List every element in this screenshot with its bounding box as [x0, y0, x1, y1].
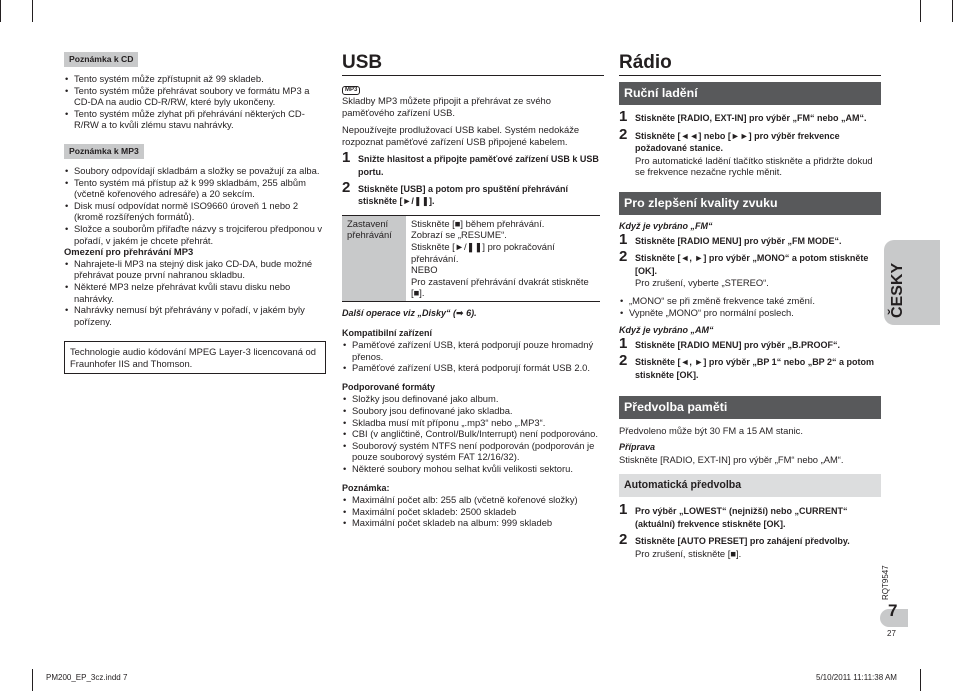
step-text: Stiskněte [RADIO MENU] pro výběr „B.PROOF“.	[635, 339, 841, 350]
list-item: • Některé soubory mohou selhat kvůli velikosti sektoru.	[342, 463, 604, 475]
list-item: • Soubory odpovídají skladbám a složky se považují za alba.	[64, 165, 326, 177]
fm-bullets	[619, 295, 881, 318]
step-subtext: Pro zrušení, vyberte „STEREO“.	[635, 277, 769, 289]
usb-intro2: Nepoužívejte prodlužovací USB kabel. Systém nedokáže rozpoznat paměťové zařízení USB připojené kabelem.	[342, 124, 580, 147]
quality-heading: Pro zlepšení kvality zvuku	[619, 192, 881, 215]
step-text: Stiskněte [AUTO PRESET] pro zahájení předvolby.	[635, 536, 850, 547]
step-number: 1	[619, 334, 628, 352]
fm-step-1	[619, 230, 881, 248]
step-number: 1	[619, 108, 628, 125]
step-subtext: Pro automatické ladění tlačítko stiskněte a přidržte dokud se frekvence nezačne rychle měnit.	[635, 154, 873, 178]
table-line: Stiskněte [►/❚❚] pro pokračování přehrávání.	[411, 240, 555, 264]
stop-table	[342, 215, 600, 302]
crop-mark	[952, 0, 953, 22]
auto-heading: Automatická předvolba	[619, 474, 881, 497]
cd-note-heading: Poznámka k CD	[64, 52, 138, 67]
step-text: Stiskněte [◄, ►] pro výběr „BP 1“ nebo „BP 2“ a potom stiskněte [OK].	[635, 357, 875, 380]
page-number: 7	[888, 601, 898, 620]
step-number: 1	[342, 149, 351, 167]
page-number-small: 27	[887, 629, 896, 638]
usb-title: USB	[342, 52, 604, 76]
formats-list	[342, 393, 604, 474]
list-item: • Nahrávky nemusí být přehrávány v pořadí, v jakém byly pořízeny.	[64, 304, 326, 327]
list-item: • Tento systém má přístup až k 999 skladbám, 255 albům (včetně kořenového adresáře) a 20 sekcím.	[64, 177, 326, 200]
step-text: Stiskněte [USB] a potom pro spuštění přehrávání stiskněte [►/❚❚].	[358, 183, 569, 207]
mp3-note-heading: Poznámka k MP3	[64, 144, 144, 159]
stop-text	[406, 215, 600, 301]
step-text: Stiskněte [◄◄] nebo [►►] pro výběr frekvence požadované stanice.	[635, 130, 840, 154]
step-number: 2	[619, 531, 628, 549]
list-item: • Maximální počet alb: 255 alb (včetně kořenové složky)	[342, 494, 604, 506]
step-text: Snižte hlasitost a připojte paměťové zařízení USB k USB portu.	[358, 154, 599, 177]
more-operations: Další operace viz „Disky“ (➡ 6).	[342, 307, 477, 318]
step-number: 1	[619, 501, 628, 519]
footer-filename: PM200_EP_3cz.indd 7	[46, 673, 128, 682]
fm-step-2	[619, 248, 881, 289]
step-text: Stiskněte [RADIO, EXT-IN] pro výběr „FM“ nebo „AM“.	[635, 113, 867, 123]
license-box: Technologie audio kódování MPEG Layer-3 licencovaná od Fraunhofer IIS and Thomson.	[64, 341, 326, 374]
list-item: • Tento systém může přehrávat soubory ve formátu MP3 a CD-DA na audio CD-R/RW, které byly ukončeny.	[64, 85, 326, 108]
preset-heading: Předvolba paměti	[619, 396, 881, 419]
compat-title: Kompatibilní zařízení	[342, 327, 433, 338]
list-item: • Některé MP3 nelze přehrávat kvůli stavu disku nebo nahrávky.	[64, 281, 326, 304]
mp3-limit-list	[64, 258, 326, 328]
list-item: • Souborový systém NTFS není podporován (podporován je pouze souborový systém FAT 12/16/32).	[342, 440, 604, 463]
table-line: Pro zastavení přehrávání dvakrát stiskněte [■].	[411, 275, 589, 299]
mp3-limit-title: Omezení pro přehrávání MP3	[64, 246, 194, 258]
prep-title: Příprava	[619, 442, 656, 453]
table-line: Stiskněte [■] během přehrávání.	[411, 217, 545, 229]
note-list	[342, 494, 604, 529]
usb-step-1	[342, 149, 604, 178]
step-number: 2	[619, 352, 628, 370]
list-item: • Tento systém může zpřístupnit až 99 skladeb.	[64, 73, 326, 85]
crop-mark	[0, 0, 1, 22]
list-item: • „MONO“ se při změně frekvence také změní.	[619, 295, 881, 307]
radio-column	[619, 52, 881, 560]
compat-list	[342, 339, 604, 374]
crop-mark	[32, 669, 33, 691]
document-code: RQT9547	[881, 565, 890, 600]
list-item: • CBI (v angličtině, Control/Bulk/Interrupt) není podporováno.	[342, 428, 604, 440]
note-title: Poznámka:	[342, 482, 390, 493]
cd-note-list	[64, 73, 326, 131]
footer-timestamp: 5/10/2011 11:11:38 AM	[816, 673, 897, 682]
manual-heading: Ruční ladění	[619, 82, 881, 105]
list-item: • Skladba musí mít příponu „.mp3“ nebo „.MP3“.	[342, 417, 604, 429]
crop-mark	[920, 0, 921, 22]
step-number: 2	[342, 178, 351, 196]
step-text: Stiskněte [◄, ►] pro výběr „MONO“ a potom stiskněte [OK].	[635, 253, 869, 276]
preset-text: Předvoleno může být 30 FM a 15 AM stanic.	[619, 424, 803, 436]
list-item: • Paměťové zařízení USB, která podporují formát USB 2.0.	[342, 362, 604, 374]
list-item: • Maximální počet skladeb: 2500 skladeb	[342, 506, 604, 518]
list-item: • Složky jsou definované jako album.	[342, 393, 604, 405]
step-text: Pro výběr „LOWEST“ (nejnižší) nebo „CURRENT“ (aktuální) frekvence stiskněte [OK].	[635, 506, 848, 529]
list-item: • Nahrajete-li MP3 na stejný disk jako CD-DA, bude možné přehrávat pouze první nahranou skladbu.	[64, 258, 326, 281]
usb-column	[342, 52, 604, 529]
language-label: ČESKY	[889, 262, 906, 318]
list-item: • Paměťové zařízení USB, která podporují pouze hromadný přenos.	[342, 339, 604, 362]
radio-title: Rádio	[619, 52, 881, 76]
stop-label: Zastavení přehrávání	[342, 215, 406, 301]
am-step-2	[619, 352, 881, 381]
table-line: NEBO	[411, 264, 438, 276]
am-step-1	[619, 334, 881, 352]
step-subtext: Pro zrušení, stiskněte [■].	[635, 548, 742, 560]
list-item: • Soubory jsou definované jako skladba.	[342, 405, 604, 417]
manual-step-2	[619, 125, 881, 178]
auto-step-1	[619, 501, 881, 530]
list-item: • Disk musí odpovídat normě ISO9660 úroveň 1 nebo 2 (kromě rozšířených formátů).	[64, 200, 326, 223]
table-line: Zobrazí se „RESUME“.	[411, 229, 507, 241]
formats-title: Podporované formáty	[342, 381, 436, 392]
step-number: 2	[619, 125, 628, 143]
mp3-note-list	[64, 165, 326, 246]
step-number: 2	[619, 248, 628, 266]
crop-mark	[32, 0, 33, 22]
auto-step-2	[619, 531, 881, 560]
list-item: • Složce a souborům přiřaďte názvy s trojciferou předponou v pořadí, v jakém je chcete přehrát.	[64, 223, 326, 246]
step-text: Stiskněte [RADIO MENU] pro výběr „FM MODE“.	[635, 235, 842, 246]
usb-intro: Skladby MP3 můžete připojit a přehrávat ze svého paměťového zařízení USB.	[342, 95, 551, 118]
language-tab	[884, 240, 940, 325]
fm-when: Když je vybráno „FM“	[619, 220, 713, 231]
list-item: • Maximální počet skladeb na album: 999 skladeb	[342, 517, 604, 529]
list-item: • Tento systém může zlyhat při přehrávání některých CD-R/RW a to kvůli zlému stavu nahrávky.	[64, 108, 326, 131]
list-item: • Vypněte „MONO“ pro normální poslech.	[619, 307, 881, 319]
mp3-tag: MP3	[342, 86, 360, 95]
usb-step-2	[342, 178, 604, 208]
left-column	[64, 52, 326, 374]
am-when: Když je vybráno „AM“	[619, 325, 714, 336]
crop-mark	[920, 669, 921, 691]
step-number: 1	[619, 230, 628, 248]
manual-step-1	[619, 108, 881, 125]
prep-text: Stiskněte [RADIO, EXT-IN] pro výběr „FM“ nebo „AM“.	[619, 453, 844, 465]
